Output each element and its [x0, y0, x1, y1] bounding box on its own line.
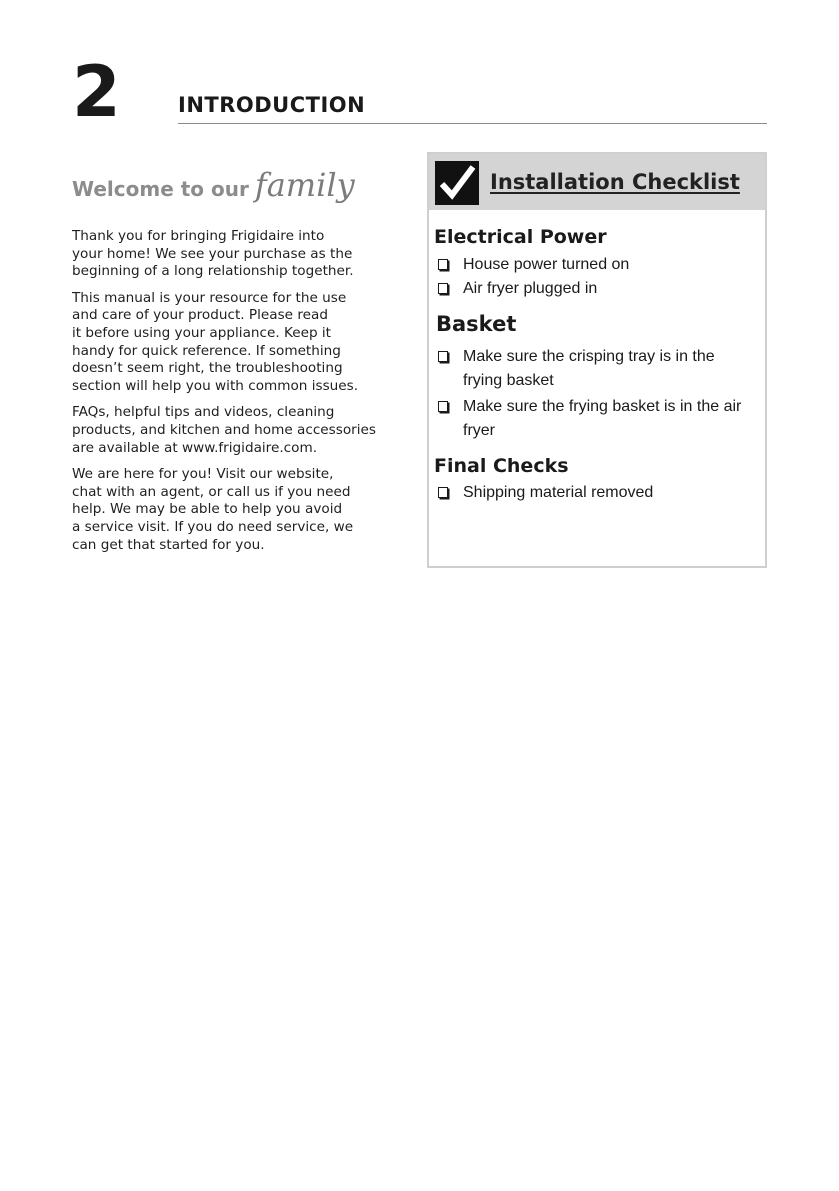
- welcome-text: Welcome to our: [72, 177, 249, 201]
- intro-paragraph: Thank you for bringing Frigidaire into your home! We see your purchase as the beginning of a long relationship together.: [72, 228, 354, 280]
- checklist-item-label: Shipping material removed: [463, 484, 654, 501]
- welcome-heading: [72, 166, 355, 212]
- checklist-item-label: Air fryer plugged in: [463, 280, 598, 297]
- checklist-item-label: House power turned on: [463, 256, 630, 273]
- intro-paragraph: This manual is your resource for the use and care of your product. Please read it before using your appliance. Keep it handy for quick reference. If something doesn’t seem right, the troubleshooting section will help you with common issues.: [72, 289, 359, 394]
- checkbox-icon: [438, 283, 448, 294]
- group-heading-electrical-power: Electrical Power: [434, 226, 607, 248]
- welcome-script-word: family: [254, 166, 355, 204]
- section-title-rule: [178, 123, 767, 124]
- page-number: 2: [72, 51, 119, 133]
- checkbox-icon: [438, 401, 448, 412]
- intro-paragraph: We are here for you! Visit our website, chat with an agent, or call us if you need help. We may be able to help you avoid a service visit. If you do need service, we can get that started for you.: [72, 466, 354, 553]
- checkmark-box-icon: [435, 161, 479, 205]
- group-heading-basket: Basket: [436, 312, 517, 336]
- checkbox-icon: [438, 259, 448, 270]
- intro-paragraph: FAQs, helpful tips and videos, cleaning products, and kitchen and home accessories are available at www.frigidaire.com.: [72, 404, 376, 456]
- group-heading-final-checks: Final Checks: [434, 455, 569, 477]
- section-title: INTRODUCTION: [178, 93, 366, 117]
- checkbox-icon: [438, 351, 448, 362]
- checklist-item-label: Make sure the crisping tray is in the frying basket: [463, 348, 715, 389]
- checkbox-icon: [438, 487, 448, 498]
- checklist-item-label: Make sure the frying basket is in the air fryer: [463, 398, 742, 439]
- checklist-header: [429, 154, 765, 210]
- installation-checklist: [427, 152, 767, 568]
- intro-text: [72, 228, 414, 563]
- checklist-title: Installation Checklist: [490, 170, 740, 194]
